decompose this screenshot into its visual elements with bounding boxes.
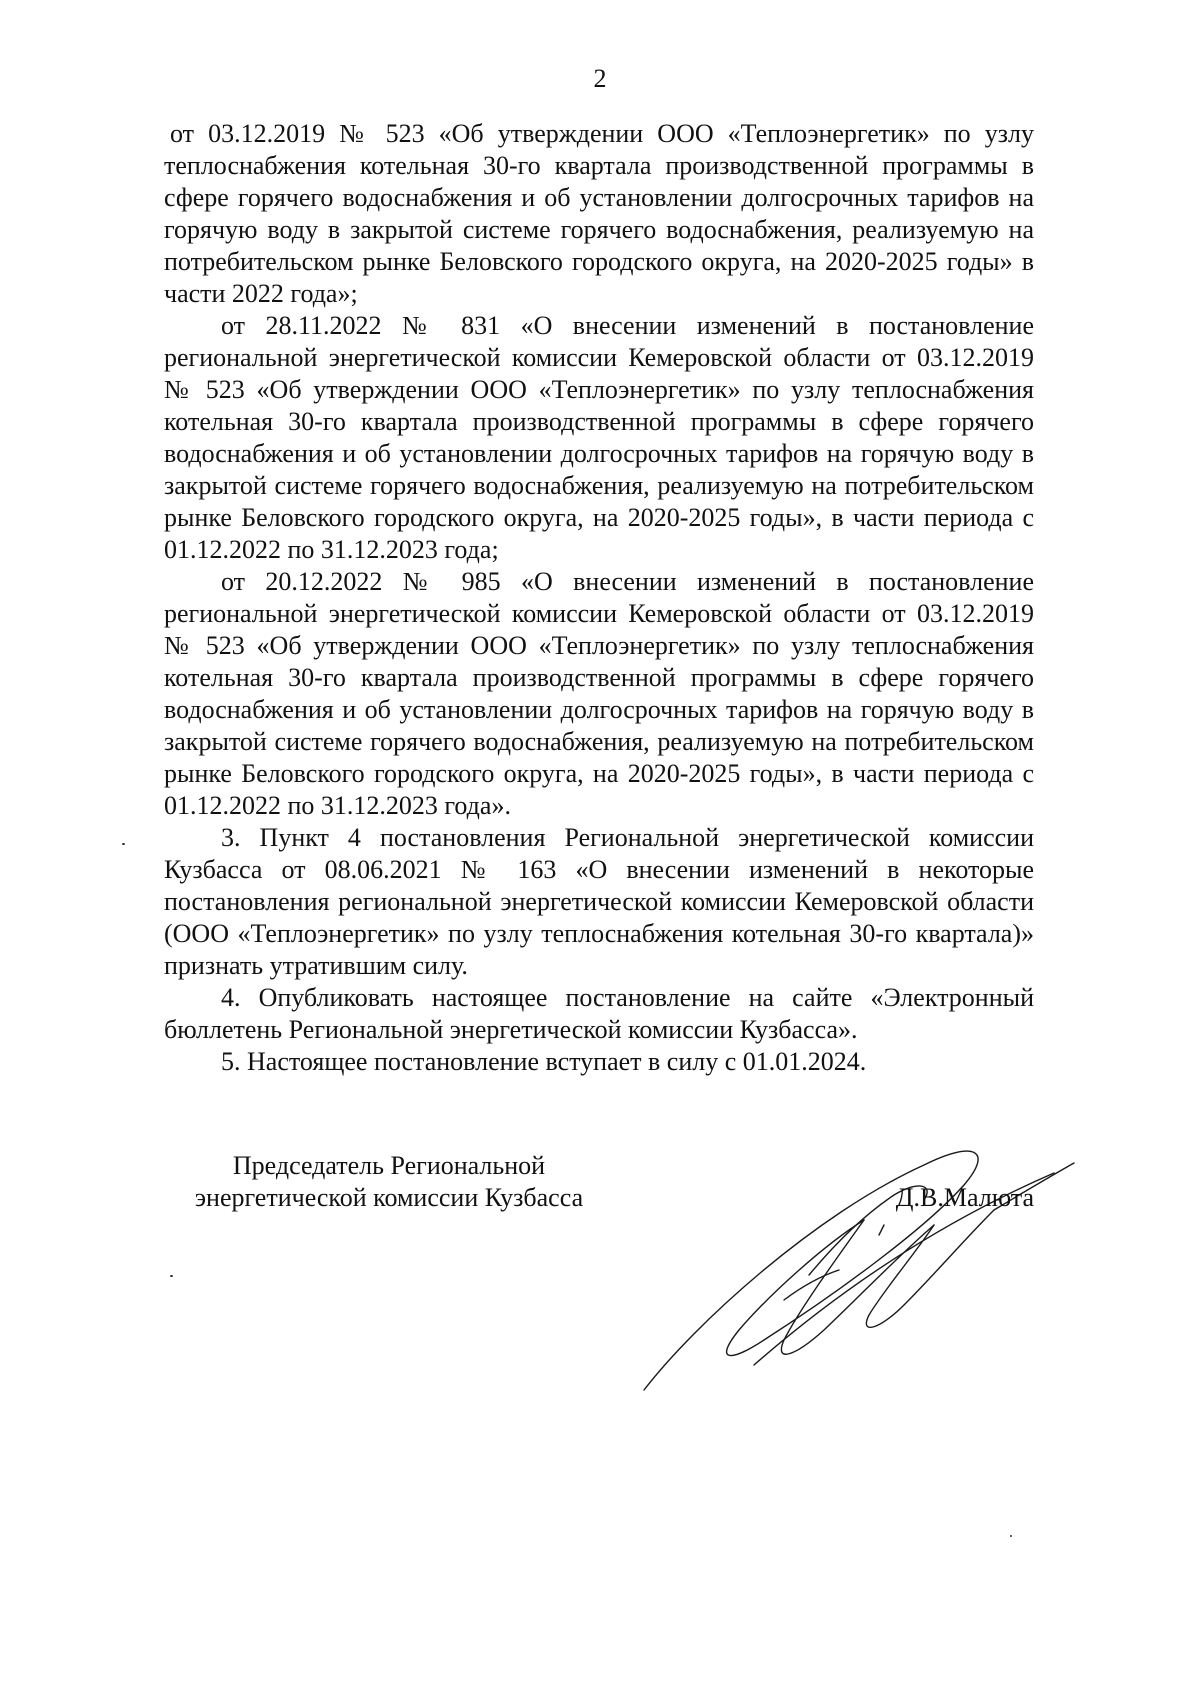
signer-position-line-2: энергетической комиссии Кузбасса [194, 1183, 584, 1212]
paragraph-item-4: 4. Опубликовать настоящее постановление на сайте «Электронный бюллетень Региональной энергетической комиссии Кузбасса». [164, 983, 1034, 1044]
paragraph-decree-831: от 28.11.2022 № 831 «О внесении изменений в постановление региональной энергетической комиссии Кемеровской области от 03.12.2019 № 523 «Об утверждении ООО «Теплоэнергетик» по узлу теплоснабжения котельная 30-го квартала производственной программы в сфере горячего водоснабжения и об установлении долгосрочных тарифов на горячую воду в закрытой системе горячего водоснабжения, реализуемую на потребительском рынке Беловского городского округа, на 2020-2025 годы», в части периода с 01.12.2022 по 31.12.2023 года; [164, 311, 1034, 564]
signer-position [164, 1150, 614, 1214]
document-body [164, 118, 1034, 1078]
paragraph-item-3: 3. Пункт 4 постановления Региональной энергетической комиссии Кузбасса от 08.06.2021 № 163 «О внесении изменений в некоторые постановления региональной энергетической комиссии Кемеровской области (ООО «Теплоэнергетик» по узлу теплоснабжения котельная 30-го квартала)» признать утратившим силу. [164, 823, 1034, 980]
paragraph-decree-985: от 20.12.2022 № 985 «О внесении изменений в постановление региональной энергетической комиссии Кемеровской области от 03.12.2019 № 523 «Об утверждении ООО «Теплоэнергетик» по узлу теплоснабжения котельная 30-го квартала производственной программы в сфере горячего водоснабжения и об установлении долгосрочных тарифов на горячую воду в закрытой системе горячего водоснабжения, реализуемую на потребительском рынке Беловского городского округа, на 2020-2025 годы», в части периода с 01.12.2022 по 31.12.2023 года». [164, 567, 1034, 820]
scan-speck [1010, 1535, 1012, 1537]
scan-speck [170, 1275, 173, 1277]
paragraph-decree-523-2022: от 03.12.2019 № 523 «Об утверждении ООО «Теплоэнергетик» по узлу теплоснабжения котельная 30-го квартала производственной программы в сфере горячего водоснабжения и об установлении долгосрочных тарифов на горячую воду в закрытой системе горячего водоснабжения, реализуемую на потребительском рынке Беловского городского округа, на 2020-2025 годы» в части 2022 года»; [164, 119, 1034, 308]
signer-position-line-1: Председатель Региональной [232, 1151, 546, 1180]
scan-speck [122, 843, 125, 845]
signature-block [164, 1150, 1034, 1410]
page-number: 2 [593, 64, 607, 93]
handwritten-signature [634, 1125, 1094, 1405]
signer-name: Д.В.Малюта [895, 1183, 1034, 1212]
paragraph-item-5: 5. Настоящее постановление вступает в силу с 01.01.2024. [221, 1047, 867, 1076]
